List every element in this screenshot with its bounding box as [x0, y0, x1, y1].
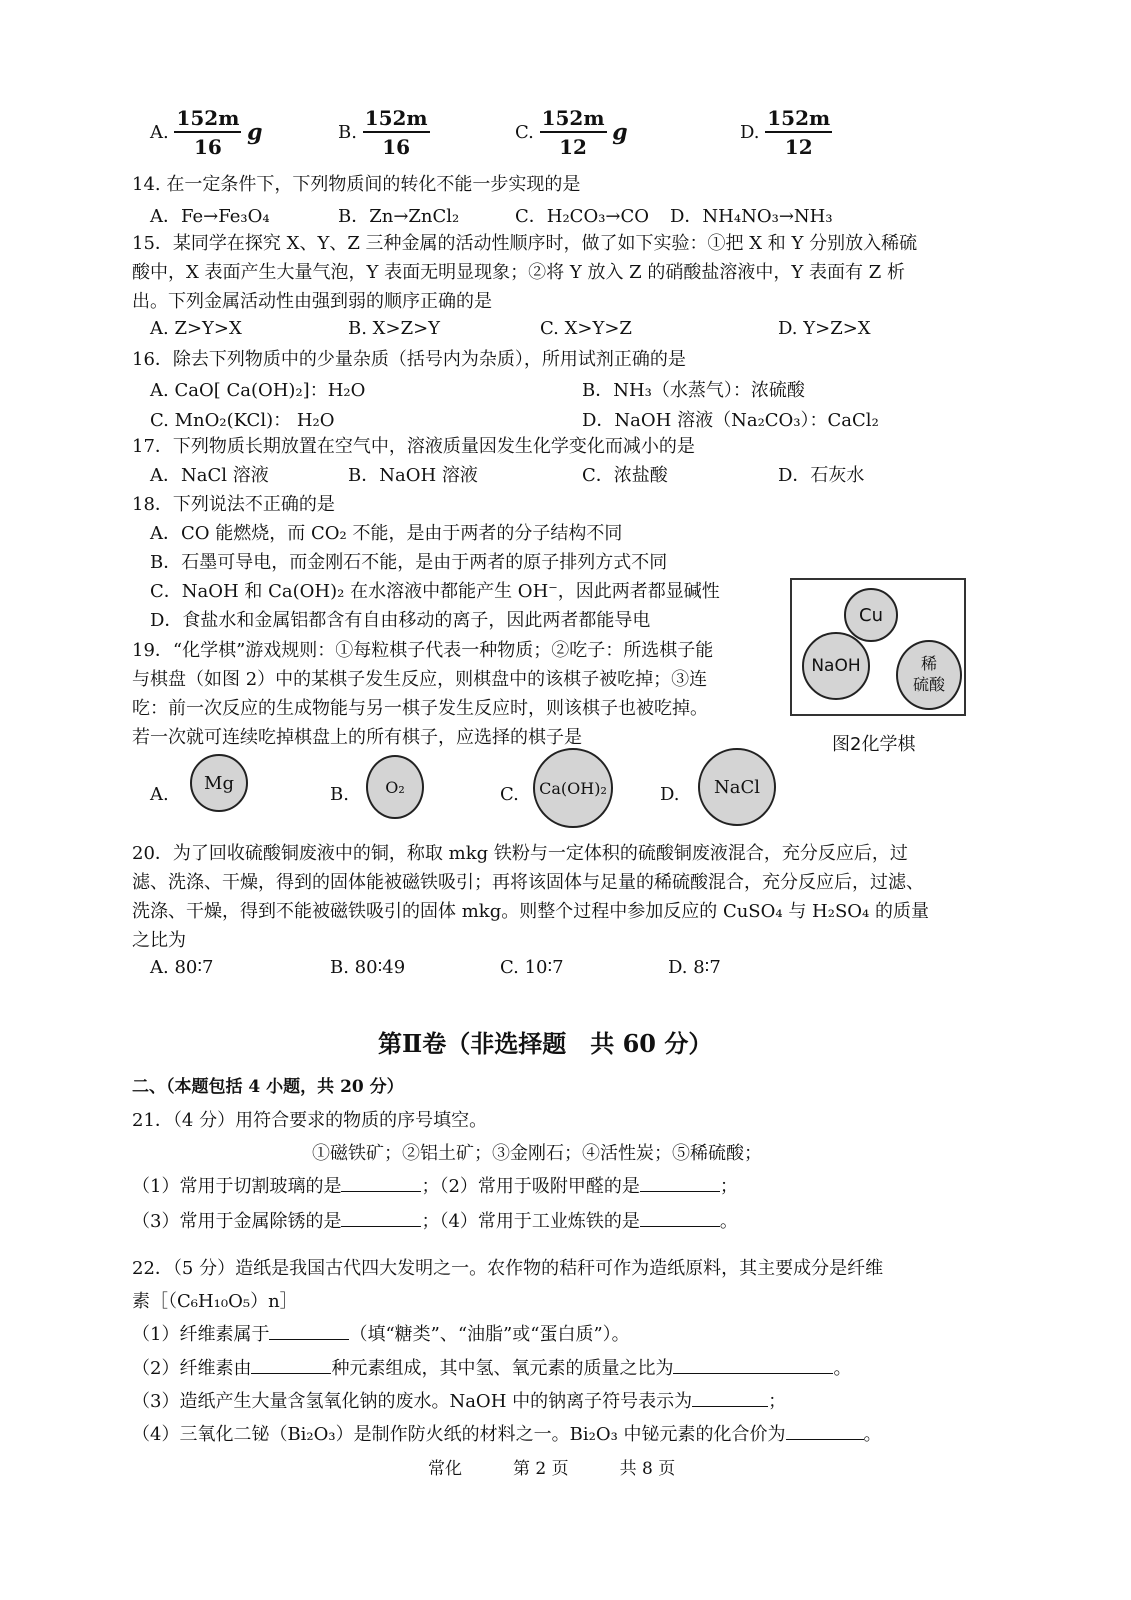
- answer-blank[interactable]: [341, 1226, 421, 1227]
- q14-option: D．NH₄NO₃→NH₃: [670, 206, 833, 227]
- numerator: 152m: [363, 108, 430, 133]
- piece-text-line: 硫酸: [912, 675, 945, 694]
- punct: ；: [768, 1391, 787, 1412]
- q20-option: B. 80∶49: [330, 957, 406, 978]
- q19-option-label: A.: [150, 784, 169, 805]
- q21-row: [132, 1207, 738, 1233]
- q20-option: D. 8∶7: [668, 957, 721, 978]
- q21-prompt: （1）常用于切割玻璃的是: [132, 1176, 342, 1197]
- q22-stem-line: 素［（C₆H₁₀O₅）n］: [132, 1291, 298, 1312]
- q18-option: A．CO 能燃烧，而 CO₂ 不能，是由于两者的分子结构不同: [150, 523, 623, 544]
- q14-option: B．Zn→ZnCl₂: [338, 206, 460, 227]
- q20-option: A. 80∶7: [150, 957, 214, 978]
- piece-cu: Cu: [844, 588, 898, 642]
- answer-blank[interactable]: [341, 1191, 421, 1192]
- q16-stem: 16．除去下列物质中的少量杂质（括号内为杂质），所用试剂正确的是: [132, 349, 686, 370]
- q21-stem: 21．（4 分）用符合要求的物质的序号填空。: [132, 1110, 488, 1131]
- denominator: 16: [382, 135, 411, 159]
- punct: 。: [863, 1424, 882, 1445]
- figure2-board: [790, 578, 966, 716]
- q22-part: [132, 1354, 851, 1380]
- q16-option: B．NH₃（水蒸气）：浓硫酸: [582, 380, 805, 401]
- figure2-caption: 图2化学棋: [832, 734, 916, 755]
- q21-row: [132, 1172, 738, 1198]
- option-label: B.: [338, 122, 357, 143]
- q17-option: C．浓盐酸: [582, 465, 668, 486]
- q18-option: B．石墨可导电，而金刚石不能，是由于两者的原子排列方式不同: [150, 552, 668, 573]
- q19-stem-line: 吃：前一次反应的生成物能与另一棋子发生反应时，则该棋子也被吃掉。: [132, 698, 708, 719]
- answer-blank[interactable]: [269, 1339, 349, 1340]
- q20-stem-line: 之比为: [132, 930, 186, 951]
- q14-option: C．H₂CO₃→CO: [515, 206, 650, 227]
- q13-option-a: [150, 108, 263, 157]
- piece-mg: Mg: [190, 754, 248, 812]
- q19-stem-line: 若一次就可连续吃掉棋盘上的所有棋子，应选择的棋子是: [132, 727, 582, 748]
- q19-option-label: C.: [500, 784, 519, 805]
- q13-option-d: [740, 108, 832, 157]
- piece-dilute-sulfuric-acid: [896, 640, 962, 710]
- q22-part: [132, 1387, 786, 1413]
- q18-option: D．食盐水和金属铝都含有自由移动的离子，因此两者都能导电: [150, 610, 651, 631]
- q15-stem-line: 酸中，X 表面产生大量气泡，Y 表面无明显现象；②将 Y 放入 Z 的硝酸盐溶液中，Y 表面有 Z 析: [132, 262, 905, 283]
- denominator: 12: [559, 135, 587, 159]
- answer-blank[interactable]: [692, 1406, 768, 1407]
- q22-prompt: 种元素组成，其中氢、氧元素的质量之比为: [331, 1358, 674, 1379]
- q22-prompt: （4）三氧化二铋（Bi₂O₃）是制作防火纸的材料之一。Bi₂O₃ 中铋元素的化合价为: [132, 1424, 786, 1445]
- punct: ；: [719, 1176, 738, 1197]
- option-label: C.: [515, 122, 534, 143]
- piece-calcium-hydroxide: Ca(OH)₂: [533, 748, 613, 828]
- q17-option: A．NaCl 溶液: [150, 465, 269, 486]
- unit: g: [612, 119, 628, 146]
- q15-option: D. Y>Z>X: [778, 318, 871, 339]
- q22-stem-line: 22．（5 分）造纸是我国古代四大发明之一。农作物的秸秆可作为造纸原料，其主要成分是纤维: [132, 1258, 884, 1279]
- q14-stem: 14. 在一定条件下，下列物质间的转化不能一步实现的是: [132, 174, 581, 195]
- q17-option: D．石灰水: [778, 465, 865, 486]
- q18-option: C．NaOH 和 Ca(OH)₂ 在水溶液中都能产生 OH⁻，因此两者都显碱性: [150, 581, 720, 602]
- q17-stem: 17．下列物质长期放置在空气中，溶液质量因发生化学变化而减小的是: [132, 436, 695, 457]
- q19-stem-line: 19．“化学棋”游戏规则：①每粒棋子代表一种物质；②吃子：所选棋子能: [132, 640, 714, 661]
- q13-option-b: [338, 108, 430, 157]
- q19-option-label: B.: [330, 784, 349, 805]
- section-heading: 二、（本题包括 4 小题，共 20 分）: [132, 1077, 404, 1097]
- q21-prompt: ；（2）常用于吸附甲醛的是: [421, 1176, 640, 1197]
- q18-stem: 18．下列说法不正确的是: [132, 494, 335, 515]
- q15-option: C. X>Y>Z: [540, 318, 632, 339]
- piece-naoh: NaOH: [802, 632, 870, 700]
- q14-option: A．Fe→Fe₃O₄: [150, 206, 270, 227]
- q22-prompt: （填“糖类”、“油脂”或“蛋白质”）。: [349, 1324, 630, 1345]
- q22-part: [132, 1320, 630, 1346]
- q20-option: C. 10∶7: [500, 957, 564, 978]
- q15-stem-line: 15．某同学在探究 X、Y、Z 三种金属的活动性顺序时，做了如下实验：①把 X 和 Y 分别放入稀硫: [132, 233, 918, 254]
- q13-option-c: [515, 108, 628, 157]
- unit: g: [247, 119, 263, 146]
- option-label: A.: [150, 122, 169, 143]
- numerator: 152m: [765, 108, 832, 133]
- piece-text-line: 稀: [920, 654, 937, 674]
- answer-blank[interactable]: [251, 1373, 331, 1374]
- q22-prompt: （2）纤维素由: [132, 1358, 252, 1379]
- part2-title: 第Ⅱ卷（非选择题 共 60 分）: [378, 1029, 713, 1058]
- page-footer: 常化 第 2 页 共 8 页: [428, 1459, 676, 1479]
- answer-blank[interactable]: [640, 1191, 720, 1192]
- q19-option-label: D.: [660, 784, 680, 805]
- q17-option: B．NaOH 溶液: [348, 465, 478, 486]
- punct: 。: [719, 1211, 738, 1232]
- denominator: 16: [194, 135, 222, 159]
- q20-stem-line: 滤、洗涤、干燥，得到的固体能被磁铁吸引；再将该固体与足量的稀硫酸混合，充分反应后，过滤、: [132, 872, 924, 893]
- q22-part: [132, 1420, 882, 1446]
- punct: 。: [833, 1358, 852, 1379]
- answer-blank[interactable]: [673, 1373, 833, 1374]
- q22-prompt: （3）造纸产生大量含氢氧化钠的废水。NaOH 中的钠离子符号表示为: [132, 1391, 693, 1412]
- q20-stem-line: 20．为了回收硫酸铜废液中的铜，称取 mkg 铁粉与一定体积的硫酸铜废液混合，充分反应后，过: [132, 843, 908, 864]
- answer-blank[interactable]: [786, 1439, 864, 1440]
- q16-option: A. CaO[ Ca(OH)₂]：H₂O: [150, 380, 366, 401]
- piece-nacl: NaCl: [698, 748, 776, 826]
- q20-stem-line: 洗涤、干燥，得到不能被磁铁吸引的固体 mkg。则整个过程中参加反应的 CuSO₄ 与 H₂SO₄ 的质量: [132, 901, 929, 922]
- q15-stem-line: 出。下列金属活动性由强到弱的顺序正确的是: [132, 291, 492, 312]
- q22-prompt: （1）纤维素属于: [132, 1324, 270, 1345]
- numerator: 152m: [174, 108, 241, 133]
- q21-choices: ①磁铁矿；②铝土矿；③金刚石；④活性炭；⑤稀硫酸；: [312, 1143, 762, 1164]
- option-label: D.: [740, 122, 760, 143]
- q15-option: B. X>Z>Y: [348, 318, 441, 339]
- q16-option: C. MnO₂(KCl)： H₂O: [150, 410, 335, 431]
- q15-option: A. Z>Y>X: [150, 318, 242, 339]
- answer-blank[interactable]: [640, 1226, 720, 1227]
- denominator: 12: [784, 135, 813, 159]
- q16-option: D．NaOH 溶液（Na₂CO₃）：CaCl₂: [582, 410, 879, 431]
- q19-stem-line: 与棋盘（如图 2）中的某棋子发生反应，则棋盘中的该棋子被吃掉；③连: [132, 669, 708, 690]
- q21-prompt: ；（4）常用于工业炼铁的是: [421, 1211, 640, 1232]
- numerator: 152m: [540, 108, 607, 133]
- piece-o2: O₂: [366, 755, 424, 819]
- q21-prompt: （3）常用于金属除锈的是: [132, 1211, 342, 1232]
